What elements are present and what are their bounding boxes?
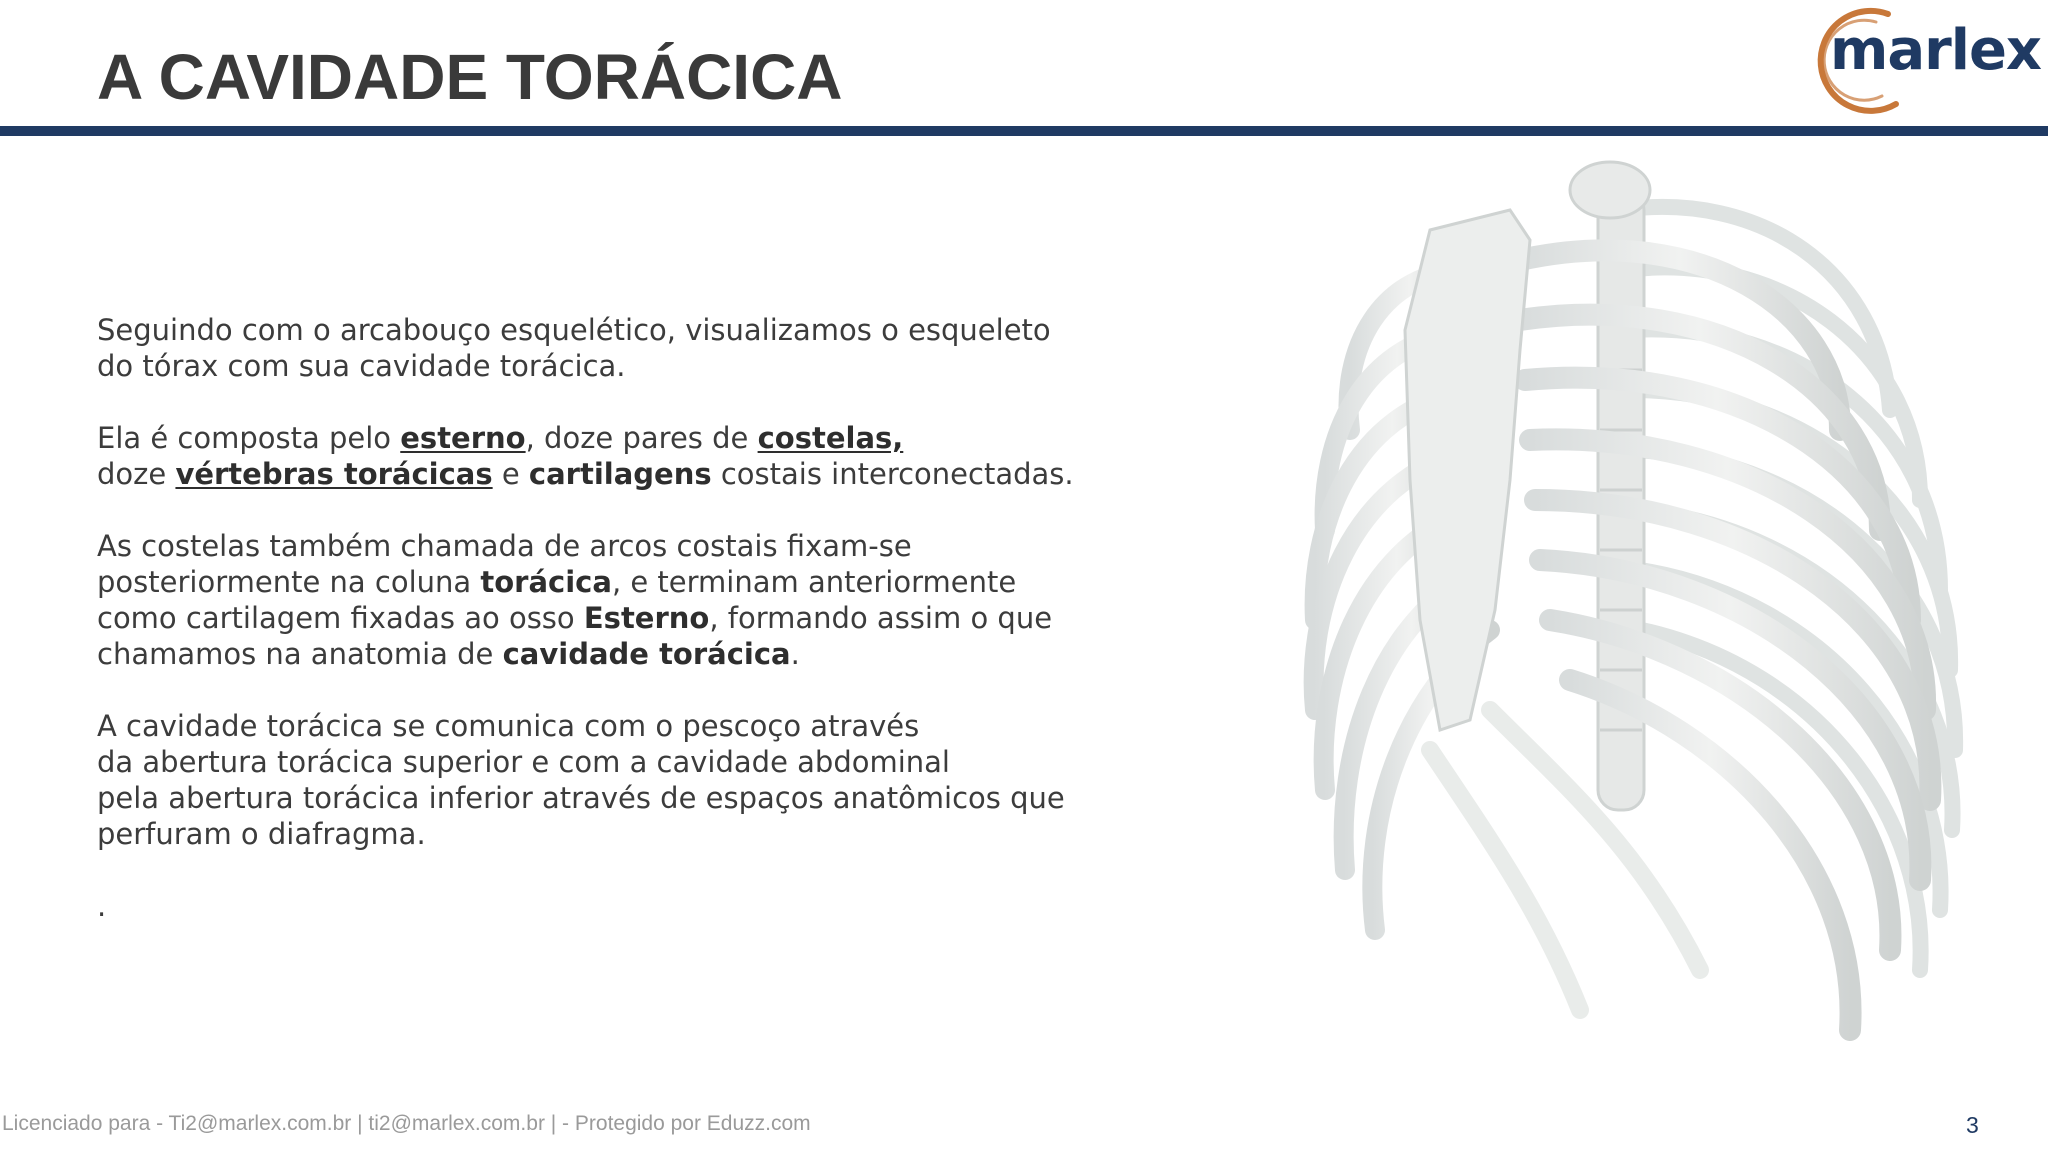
text-line: As costelas também chamada de arcos costais fixam-se — [97, 529, 912, 563]
page-number: 3 — [1966, 1112, 1979, 1138]
text-line — [97, 636, 1097, 672]
text-line — [97, 600, 1097, 636]
text-run: chamamos na anatomia de — [97, 637, 503, 671]
text-run: posteriormente na coluna — [97, 565, 481, 599]
term-cartilagens: cartilagens — [528, 457, 712, 491]
term-esterno-bold: Esterno — [583, 601, 710, 635]
paragraph-intro — [97, 312, 1097, 384]
text-line — [97, 420, 1097, 456]
term-toracica: torácica — [480, 565, 612, 599]
term-cavidade-toracica: cavidade torácica — [502, 637, 791, 671]
term-costelas: costelas, — [757, 421, 904, 455]
paragraph-communication — [97, 708, 1097, 852]
term-esterno: esterno — [400, 421, 526, 455]
text-line: do tórax com sua cavidade torácica. — [97, 349, 626, 383]
text-run: Ela é composta pelo — [97, 421, 401, 455]
text-line: A cavidade torácica se comunica com o pescoço através — [97, 709, 920, 743]
text-line: perfuram o diafragma. — [97, 817, 426, 851]
paragraph-ribs — [97, 528, 1097, 672]
text-line — [97, 564, 1097, 600]
footer-license-text: Licenciado para - Ti2@marlex.com.br | ti2@marlex.com.br | - Protegido por Eduzz.com — [2, 1112, 811, 1135]
text-line: Seguindo com o arcabouço esquelético, visualizamos o esqueleto — [97, 313, 1051, 347]
marlex-logo — [1796, 4, 2042, 118]
term-vertebras-toracicas: vértebras torácicas — [175, 457, 493, 491]
title-underline-bar — [0, 126, 2048, 136]
body-text — [97, 312, 1097, 960]
text-run: , doze pares de — [525, 421, 758, 455]
rib-cage-icon — [1280, 150, 1980, 1110]
text-line: da abertura torácica superior e com a cavidade abdominal — [97, 745, 950, 779]
text-run: e — [492, 457, 529, 491]
text-line — [97, 456, 1097, 492]
thoracic-cage-illustration — [1280, 150, 1980, 1110]
slide-title: A CAVIDADE TORÁCICA — [97, 41, 843, 113]
paragraph-composition — [97, 420, 1097, 492]
trailing-dot: . — [97, 889, 107, 923]
text-run: costais interconectadas. — [711, 457, 1074, 491]
text-run: , e terminam anteriormente — [611, 565, 1017, 599]
logo-wordmark: marlex — [1830, 18, 2042, 83]
text-run: , formando assim o que — [709, 601, 1053, 635]
text-run: como cartilagem fixadas ao osso — [97, 601, 584, 635]
text-line: pela abertura torácica inferior através de espaços anatômicos que — [97, 781, 1065, 815]
text-run: . — [790, 637, 800, 671]
text-run: doze — [97, 457, 176, 491]
